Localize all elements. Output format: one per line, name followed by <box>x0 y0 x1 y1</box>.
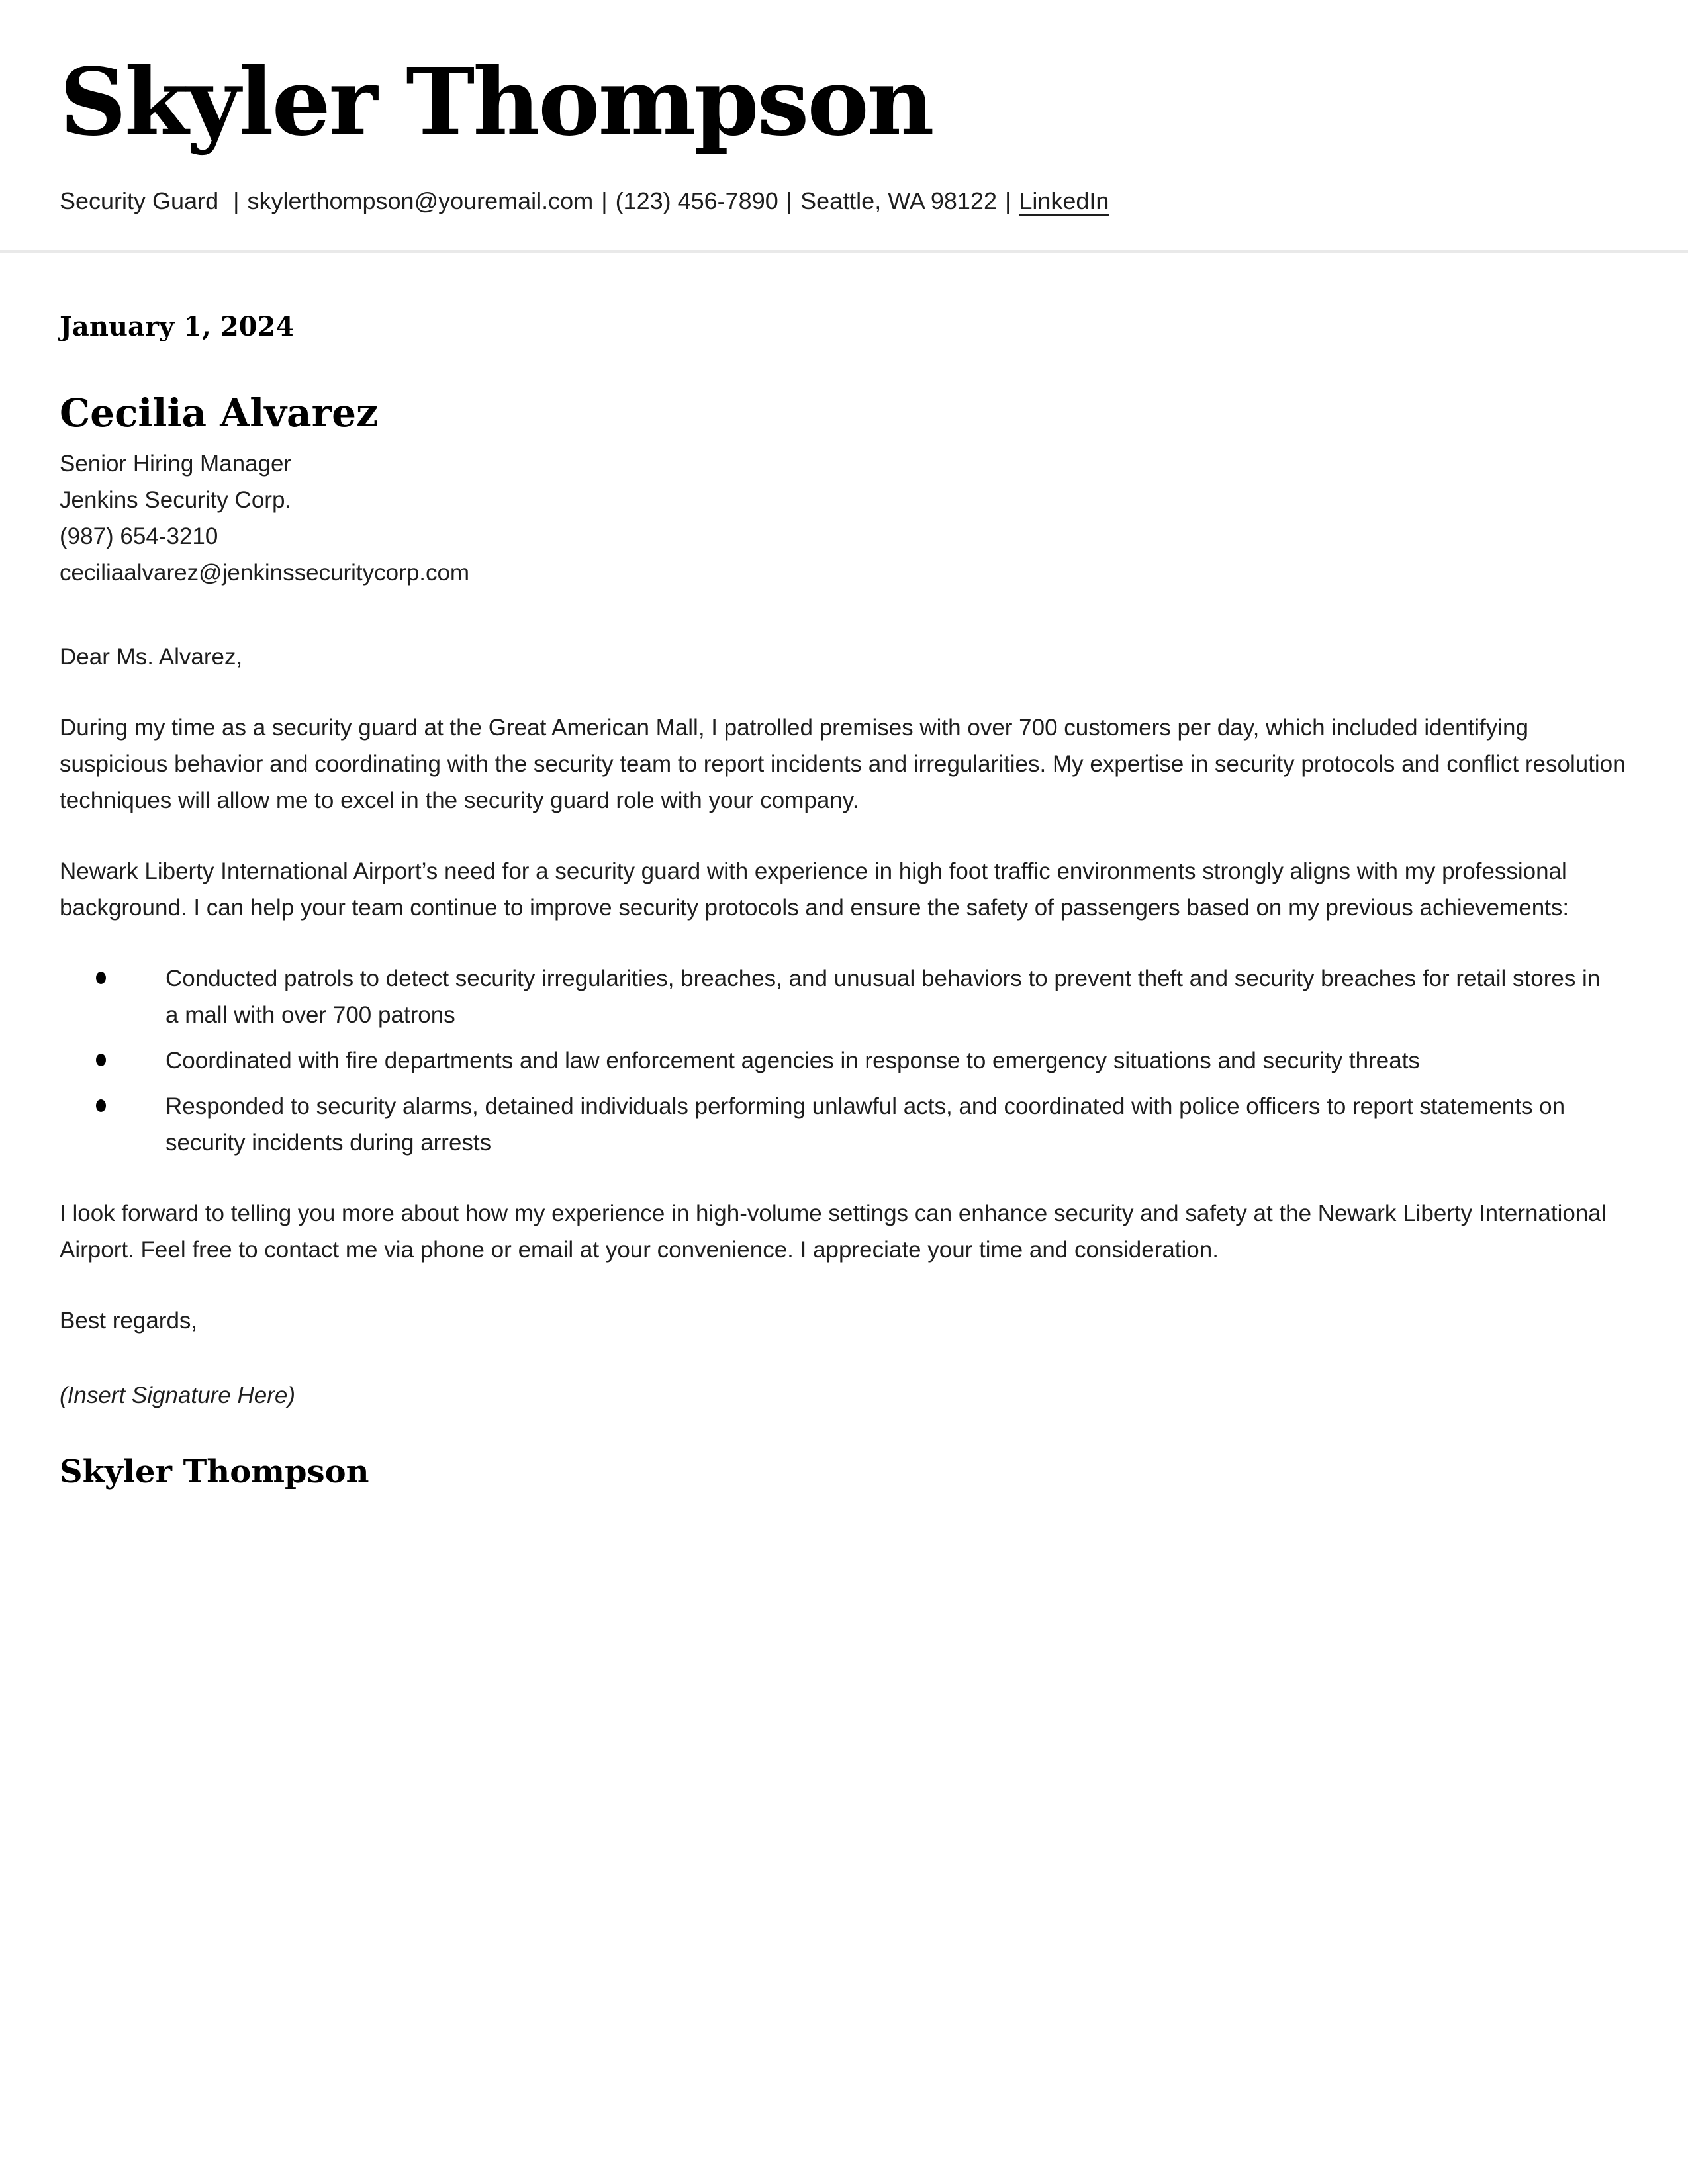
achievement-list <box>60 960 1628 1161</box>
recipient-name: Cecilia Alvarez <box>60 390 378 435</box>
separator: | <box>601 187 608 214</box>
letter-body <box>0 253 1688 1490</box>
letter-header <box>0 0 1688 215</box>
list-item <box>60 1088 1628 1161</box>
contact-line <box>60 187 1628 215</box>
separator: | <box>233 187 240 214</box>
valediction: Best regards, <box>60 1308 198 1334</box>
recipient-details <box>60 445 1628 591</box>
list-item-text: Coordinated with fire departments and law enforcement agencies in response to emergency situations and security threats <box>165 1048 1420 1073</box>
signature-name: Skyler Thompson <box>60 1453 369 1490</box>
salutation: Dear Ms. Alvarez, <box>60 644 243 670</box>
separator: | <box>786 187 793 214</box>
list-item-text: Responded to security alarms, detained individuals performing unlawful acts, and coordinated with police officers to report statements on security incidents during arrests <box>165 1093 1566 1156</box>
bullet-icon <box>96 972 106 984</box>
list-item <box>60 1042 1628 1079</box>
separator: | <box>1004 187 1011 214</box>
applicant-email: skylerthompson@youremail.com <box>247 187 594 214</box>
linkedin-link[interactable]: LinkedIn <box>1019 187 1109 214</box>
signature-placeholder: (Insert Signature Here) <box>60 1383 295 1408</box>
recipient-email: ceciliaalvarez@jenkinssecuritycorp.com <box>60 560 470 586</box>
recipient-title: Senior Hiring Manager <box>60 451 292 477</box>
paragraph-2: Newark Liberty International Airport’s need for a security guard with experience in high foot traffic environments strongly aligns with my professional background. I can help your team continue to improve security protocols and ensure the safety of passengers based on my previous achievements: <box>60 858 1570 921</box>
applicant-name: Skyler Thompson <box>60 48 933 157</box>
list-item <box>60 960 1628 1033</box>
recipient-phone: (987) 654-3210 <box>60 523 218 549</box>
recipient-company: Jenkins Security Corp. <box>60 487 292 513</box>
paragraph-1: During my time as a security guard at the Great American Mall, I patrolled premises with over 700 customers per day, which included identifying suspicious behavior and coordinating with the security team to report incidents and irregularities. My expertise in security protocols and conflict resolution techniques will allow me to excel in the security guard role with your company. <box>60 715 1626 813</box>
applicant-phone: (123) 456-7890 <box>615 187 778 214</box>
closing-paragraph: I look forward to telling you more about how my experience in high-volume settings can enhance security and safety at the Newark Liberty International Airport. Feel free to contact me via phone or email at your convenience. I appreciate your time and consideration. <box>60 1201 1607 1263</box>
bullet-icon <box>96 1054 106 1066</box>
applicant-location: Seattle, WA 98122 <box>800 187 997 214</box>
list-item-text: Conducted patrols to detect security irregularities, breaches, and unusual behaviors to prevent theft and security breaches for retail stores in a mall with over 700 patrons <box>165 966 1601 1028</box>
applicant-role: Security Guard <box>60 187 219 214</box>
bullet-icon <box>96 1099 106 1112</box>
letter-date: January 1, 2024 <box>60 311 295 342</box>
